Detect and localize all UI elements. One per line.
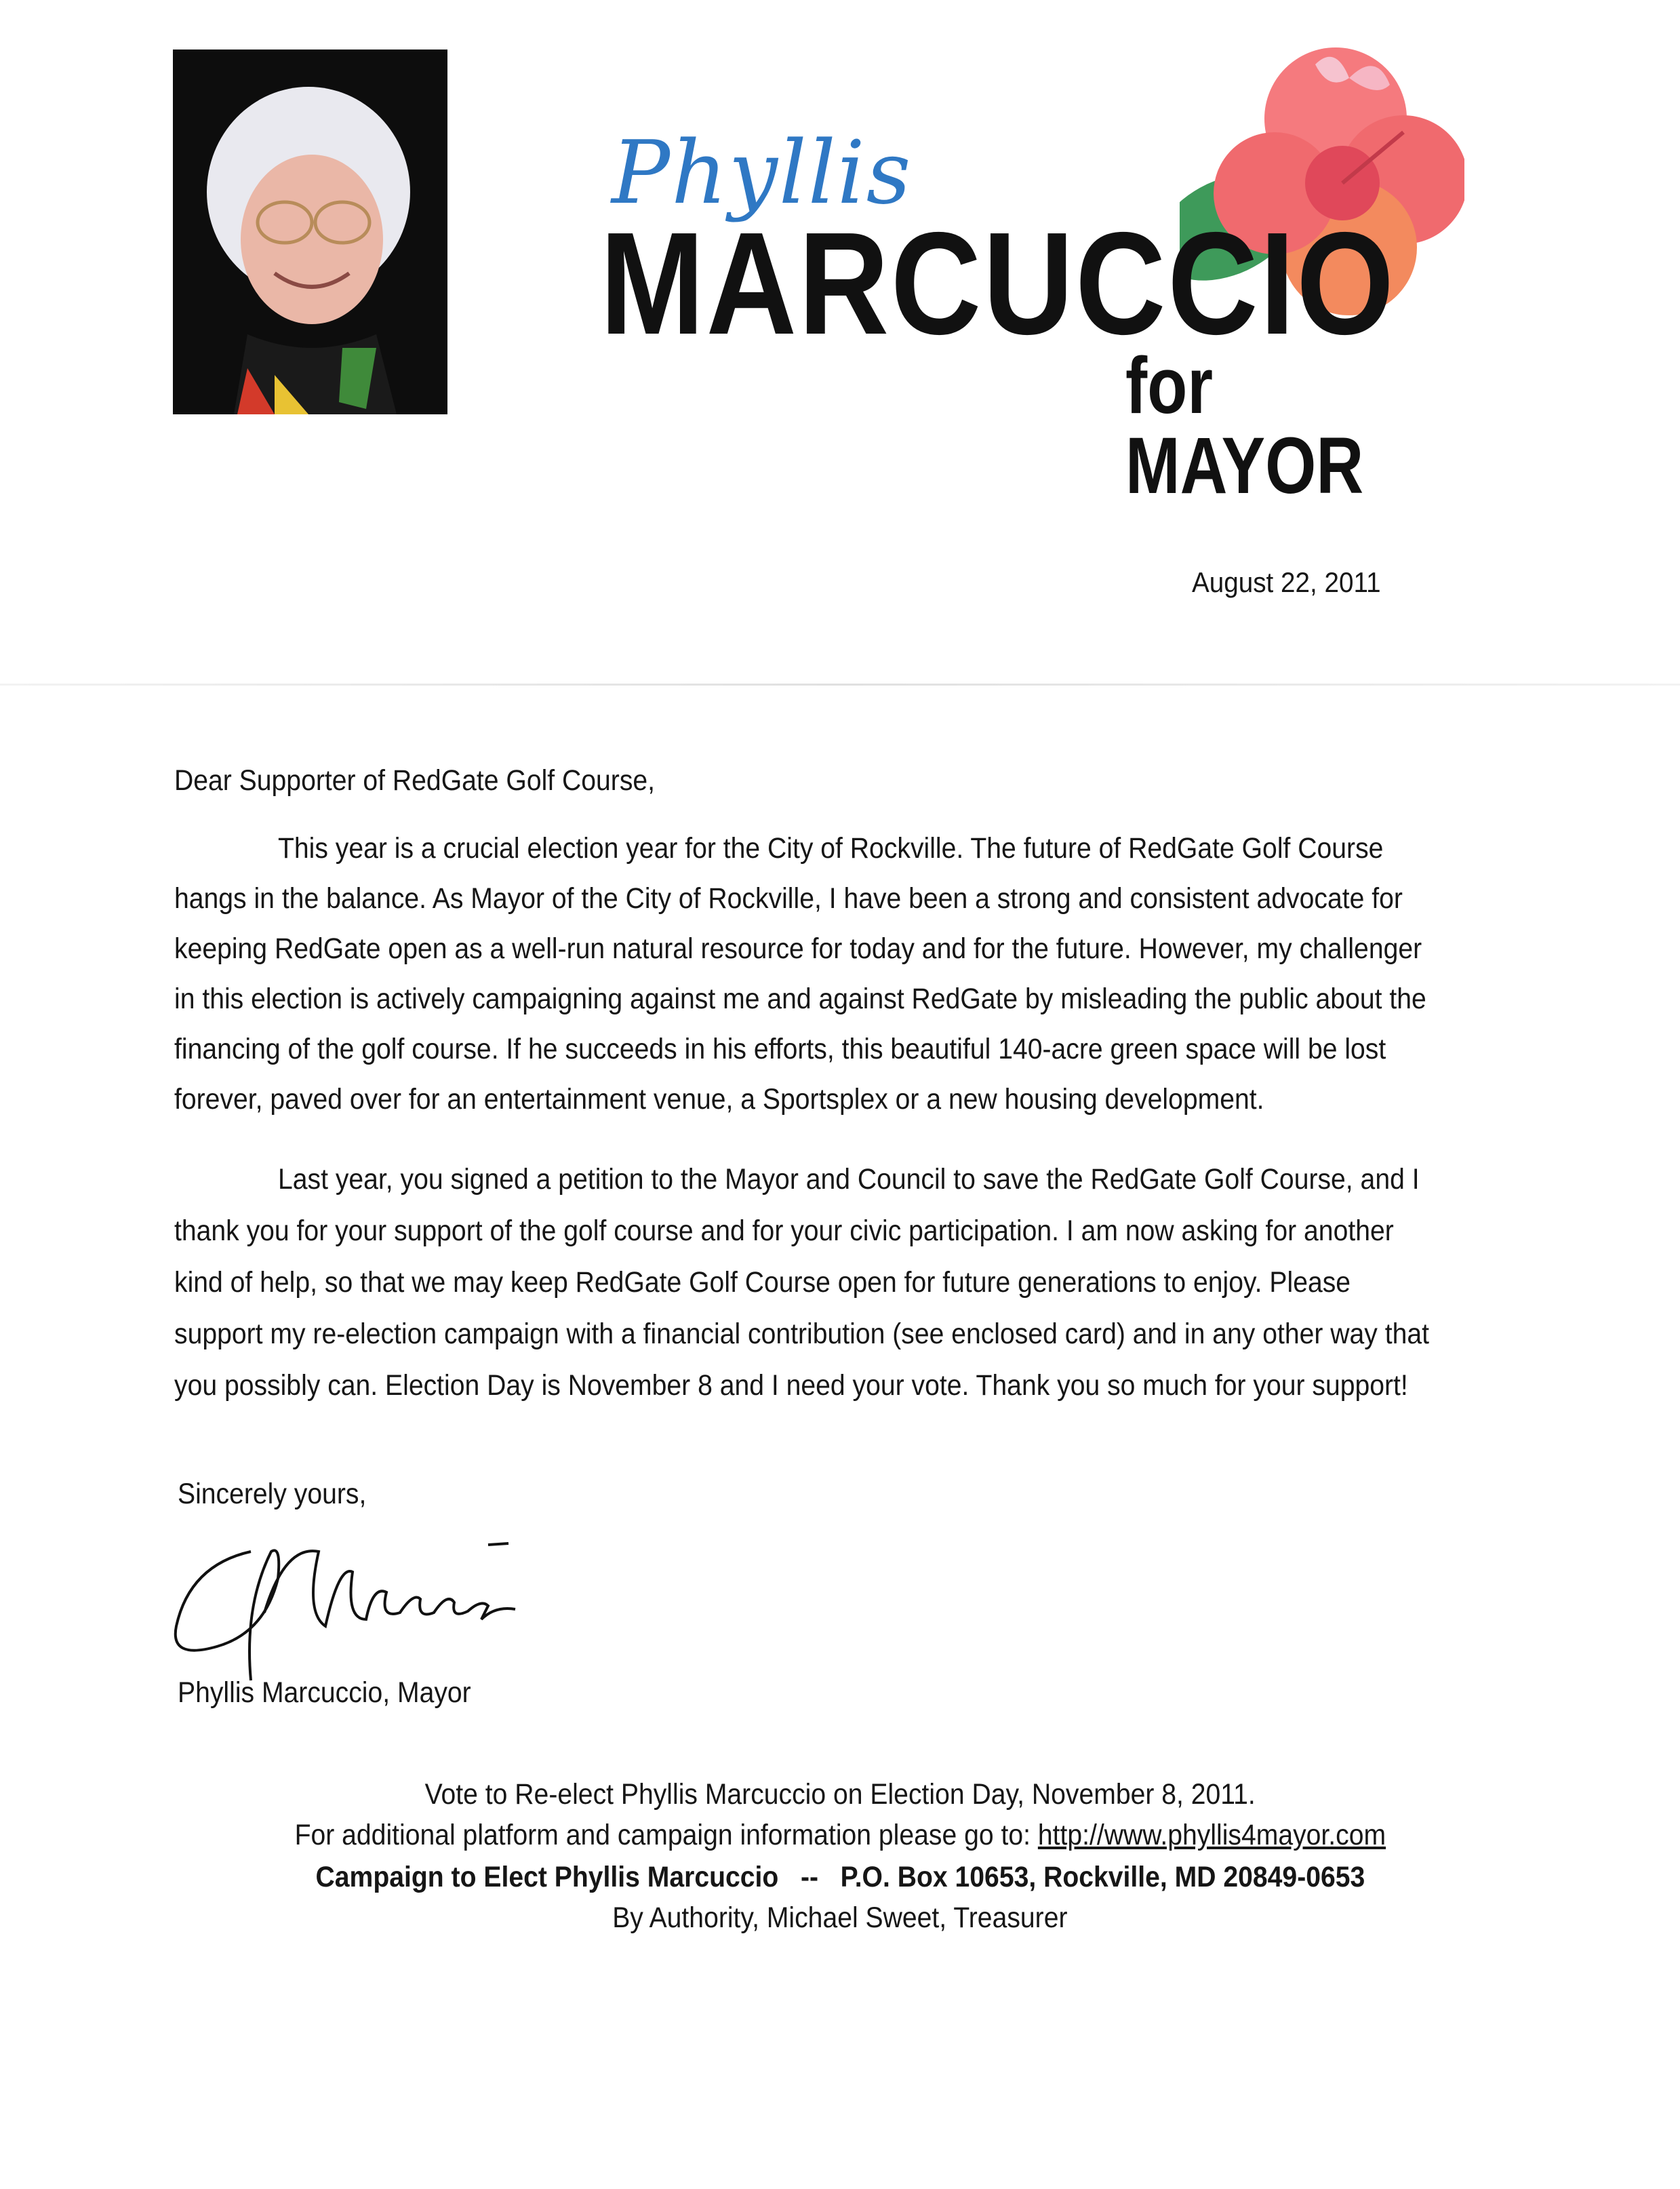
paragraph-line: you possibly can. Election Day is November 8 and I need your vote. Thank you so much for your support! [174, 1369, 1408, 1402]
candidate-portrait [173, 50, 447, 414]
vote-reminder-text: Vote to Re-elect Phyllis Marcuccio on Election Day, November 8, 2011. [424, 1778, 1256, 1811]
separator: -- [800, 1861, 818, 1893]
paragraph-line: in this election is actively campaigning against me and against RedGate by misleading the public about the [174, 983, 1426, 1015]
paragraph-line: financing of the golf course. If he succeeds in his efforts, this beautiful 140-acre green space will be lost [174, 1033, 1386, 1065]
closing: Sincerely yours, [178, 1478, 367, 1510]
authority-line [0, 1902, 1680, 1934]
campaign-website-link[interactable]: http://www.phyllis4mayor.com [1037, 1819, 1386, 1851]
vote-reminder [0, 1779, 1680, 1811]
candidate-photo [173, 50, 447, 414]
logo-first-name: Phyllis [612, 123, 913, 224]
mailing-address: P.O. Box 10653, Rockville, MD 20849-0653 [840, 1861, 1365, 1893]
campaign-logo [590, 37, 1464, 511]
logo-last-name: MARCUCCIO [600, 201, 1396, 365]
paragraph-line: kind of help, so that we may keep RedGate Golf Course open for future generations to enjoy. Please [174, 1266, 1351, 1299]
paragraph-line: Last year, you signed a petition to the Mayor and Council to save the RedGate Golf Course, and I [278, 1163, 1420, 1196]
authority-text: By Authority, Michael Sweet, Treasurer [612, 1901, 1068, 1934]
letter-date: August 22, 2011 [1192, 566, 1381, 598]
campaign-name: Campaign to Elect Phyllis Marcuccio [315, 1861, 778, 1893]
logo-tagline: for MAYOR [1125, 341, 1364, 511]
paragraph-line: This year is a crucial election year for the City of Rockville. The future of RedGate Golf Course [278, 832, 1384, 865]
info-prefix: For additional platform and campaign information please go to: [294, 1819, 1031, 1851]
paragraph-line: thank you for your support of the golf course and for your civic participation. I am now asking for another [174, 1215, 1394, 1247]
campaign-address-line [0, 1861, 1680, 1893]
handwritten-signature [163, 1524, 542, 1694]
salutation: Dear Supporter of RedGate Golf Course, [174, 764, 656, 797]
paragraph-line: forever, paved over for an entertainment venue, a Sportsplex or a new housing development. [174, 1083, 1264, 1116]
paragraph-line: hangs in the balance. As Mayor of the City of Rockville, I have been a strong and consistent advocate for [174, 882, 1403, 915]
signer-name: Phyllis Marcuccio, Mayor [178, 1676, 471, 1709]
campaign-info-line [0, 1819, 1680, 1851]
paragraph-line: keeping RedGate open as a well-run natural resource for today and for the future. However, my challenger [174, 932, 1422, 965]
paper-fold-line [0, 684, 1680, 686]
paragraph-line: support my re-election campaign with a financial contribution (see enclosed card) and in any other way that [174, 1318, 1429, 1350]
